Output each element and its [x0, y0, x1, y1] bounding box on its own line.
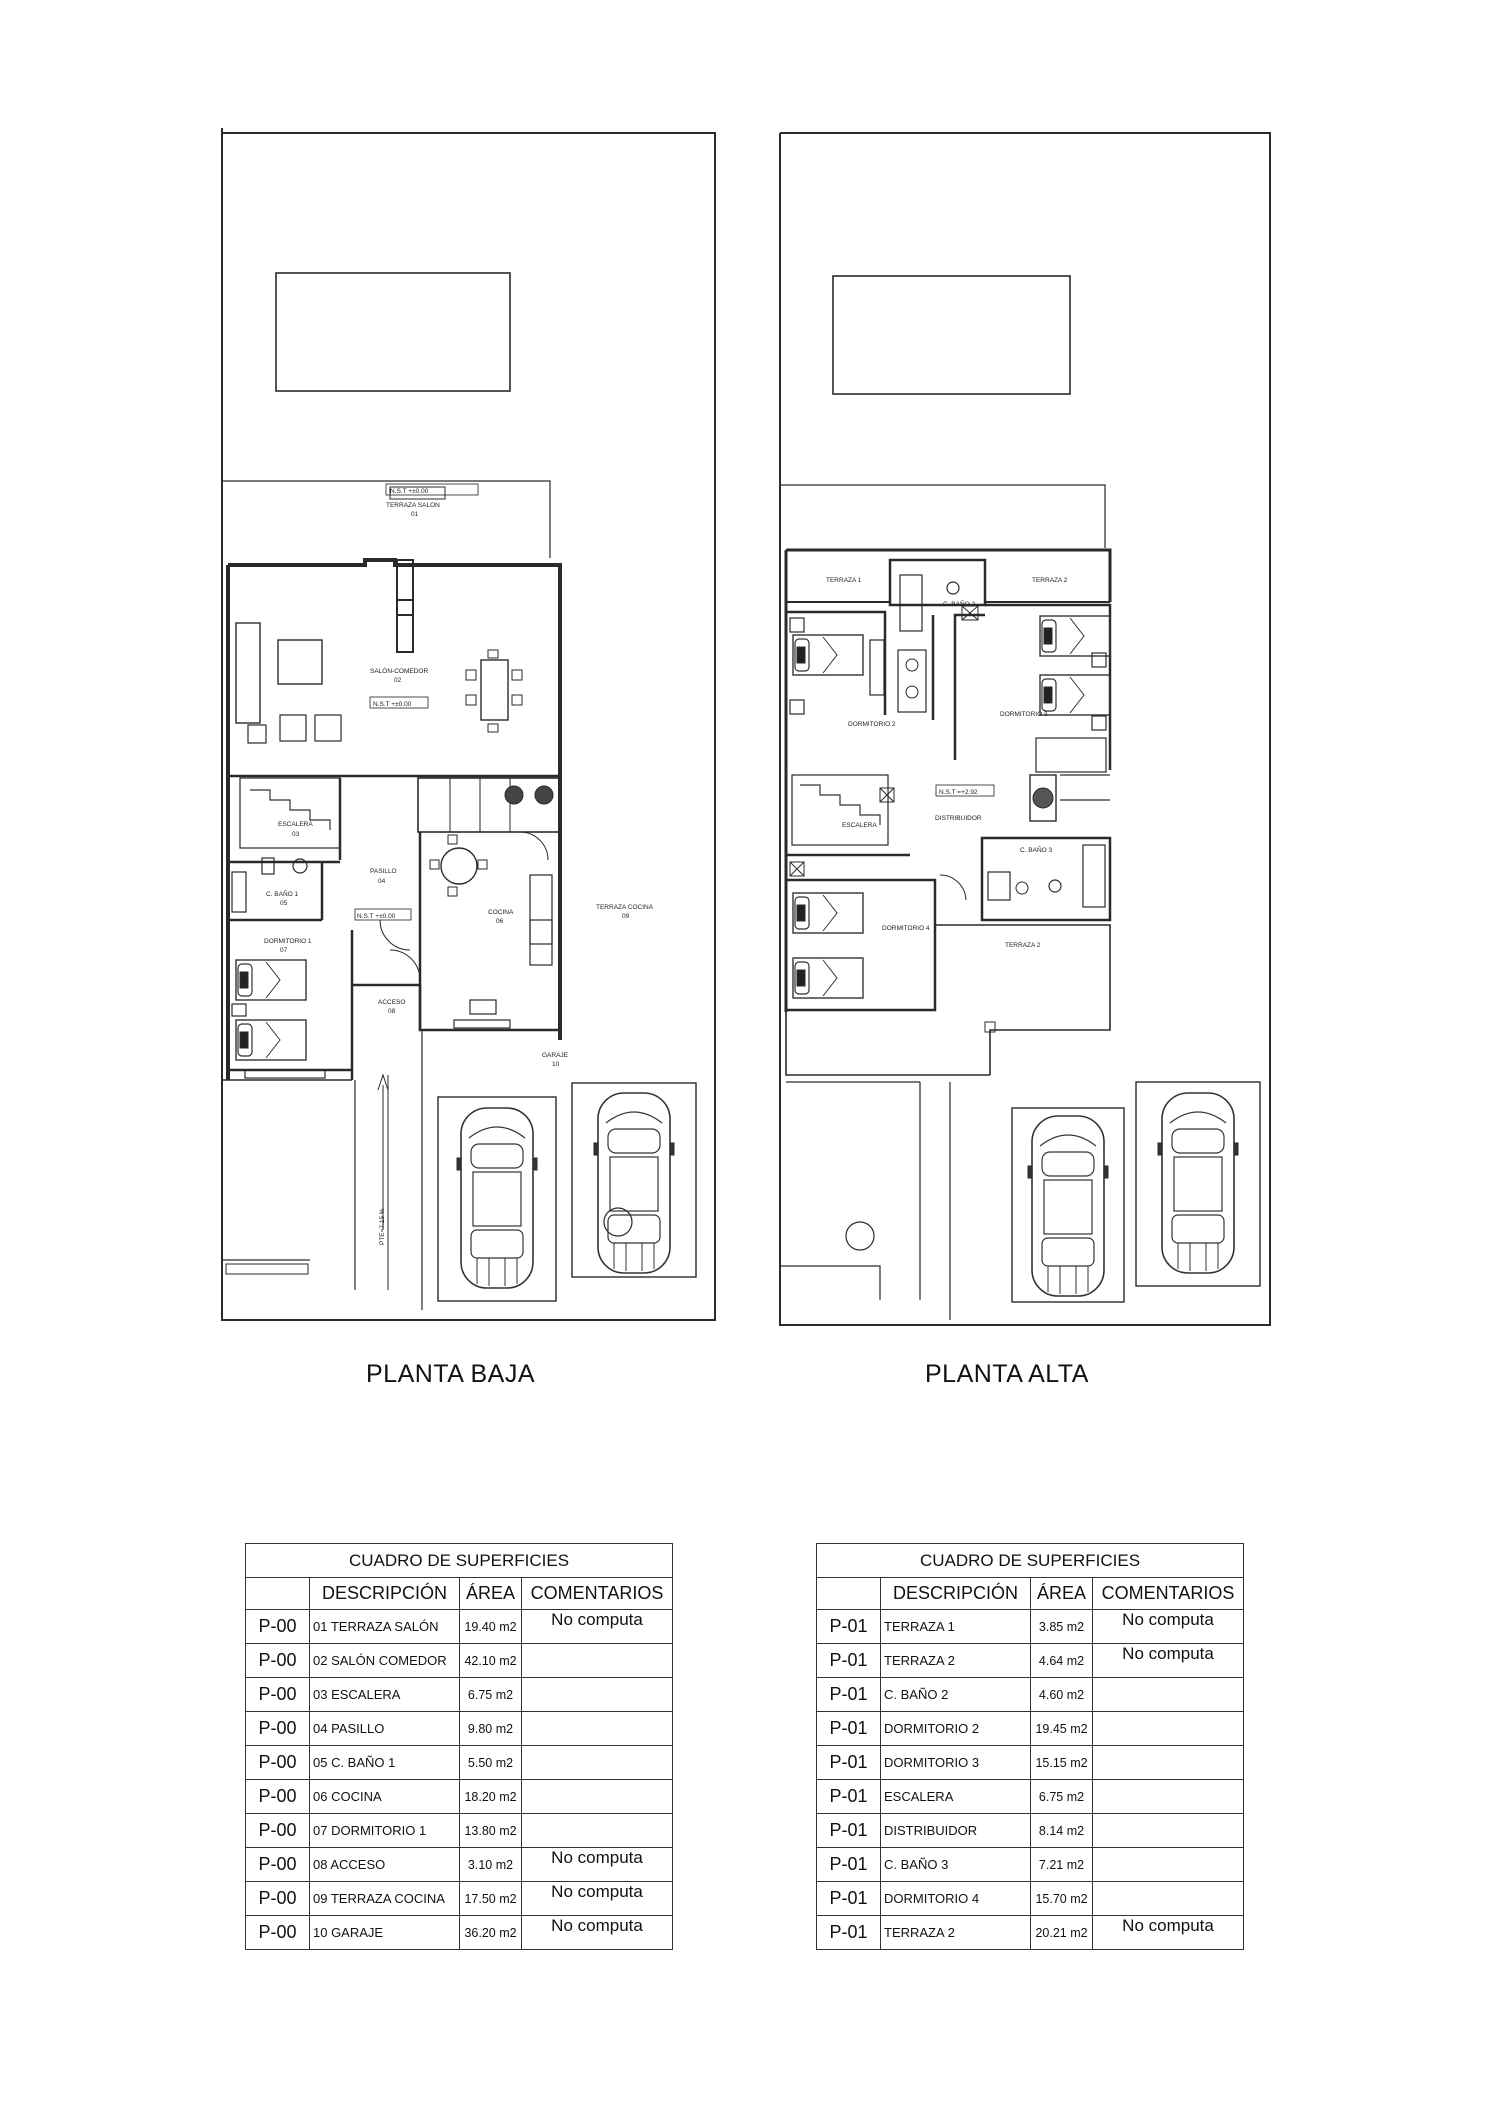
table-row: [817, 1712, 1244, 1746]
row-comment: [522, 1678, 673, 1712]
svg-text:09: 09: [622, 913, 630, 920]
row-comment: [522, 1644, 673, 1678]
row-area: 18.20 m2: [460, 1780, 522, 1814]
row-code: P-01: [817, 1644, 881, 1678]
row-description: ESCALERA: [881, 1780, 1031, 1814]
table-row: [246, 1780, 673, 1814]
nst-label: N.S.T +±0.00: [390, 488, 429, 495]
room-label: TERRAZA SALON: [386, 502, 440, 509]
row-area: 15.15 m2: [1031, 1746, 1093, 1780]
row-area: 9.80 m2: [460, 1712, 522, 1746]
room-label: TERRAZA 2: [1032, 577, 1068, 584]
row-code: P-00: [246, 1814, 310, 1848]
row-code: P-01: [817, 1882, 881, 1916]
cuadro-superficies-planta-alta: [816, 1543, 1244, 1950]
row-code: P-01: [817, 1848, 881, 1882]
row-code: P-00: [246, 1678, 310, 1712]
row-code: P-00: [246, 1916, 310, 1950]
row-comment: [522, 1814, 673, 1848]
table-row: [817, 1610, 1244, 1644]
row-description: DORMITORIO 4: [881, 1882, 1031, 1916]
col-header-area: ÁREA: [1031, 1578, 1093, 1610]
table-row: [817, 1882, 1244, 1916]
table-row: [817, 1916, 1244, 1950]
row-description: 06 COCINA: [310, 1780, 460, 1814]
svg-text:06: 06: [496, 918, 504, 925]
row-description: 03 ESCALERA: [310, 1678, 460, 1712]
table-row: [817, 1780, 1244, 1814]
row-description: 09 TERRAZA COCINA: [310, 1882, 460, 1916]
table-row: [817, 1814, 1244, 1848]
table-row: [246, 1678, 673, 1712]
row-area: 20.21 m2: [1031, 1916, 1093, 1950]
row-area: 19.40 m2: [460, 1610, 522, 1644]
row-area: 4.64 m2: [1031, 1644, 1093, 1678]
row-description: TERRAZA 2: [881, 1916, 1031, 1950]
room-label: TERRAZA 2: [1005, 942, 1041, 949]
room-label: DISTRIBUIDOR: [935, 815, 982, 822]
room-label: C. BAÑO 3: [1020, 847, 1053, 854]
row-area: 13.80 m2: [460, 1814, 522, 1848]
nst-label: N.S.T =+2.92: [939, 789, 978, 796]
planta-alta-plan: [780, 133, 1270, 1325]
row-comment: [1093, 1848, 1244, 1882]
row-code: P-00: [246, 1610, 310, 1644]
table-row: [246, 1916, 673, 1950]
row-area: 3.85 m2: [1031, 1610, 1093, 1644]
room-label: GARAJE: [542, 1052, 569, 1059]
row-area: 5.50 m2: [460, 1746, 522, 1780]
row-area: 3.10 m2: [460, 1848, 522, 1882]
room-label: ACCESO: [378, 999, 406, 1006]
table-row: [817, 1678, 1244, 1712]
svg-text:05: 05: [280, 900, 288, 907]
table-row: [246, 1882, 673, 1916]
row-code: P-01: [817, 1610, 881, 1644]
svg-text:01: 01: [411, 511, 419, 518]
room-label: TERRAZA 1: [826, 577, 862, 584]
row-description: 05 C. BAÑO 1: [310, 1746, 460, 1780]
row-area: 42.10 m2: [460, 1644, 522, 1678]
table-row: [246, 1712, 673, 1746]
room-label: PASILLO: [370, 868, 397, 875]
row-description: DISTRIBUIDOR: [881, 1814, 1031, 1848]
svg-text:03: 03: [292, 831, 300, 838]
row-code: P-01: [817, 1678, 881, 1712]
row-code: P-01: [817, 1746, 881, 1780]
table-row: [817, 1644, 1244, 1678]
row-comment: [522, 1746, 673, 1780]
room-label: SALÓN-COMEDOR: [370, 668, 429, 675]
row-description: 01 TERRAZA SALÓN: [310, 1610, 460, 1644]
cuadro-superficies-planta-baja: [245, 1543, 673, 1950]
col-header-descripcion: DESCRIPCIÓN: [881, 1578, 1031, 1610]
svg-text:10: 10: [552, 1061, 560, 1068]
row-comment: [1093, 1746, 1244, 1780]
planta-baja-caption: PLANTA BAJA: [366, 1360, 535, 1388]
row-comment: No computa: [522, 1610, 673, 1644]
row-code: P-01: [817, 1780, 881, 1814]
col-header-descripcion: DESCRIPCIÓN: [310, 1578, 460, 1610]
row-area: 8.14 m2: [1031, 1814, 1093, 1848]
nst-label: N.S.T +±0.00: [357, 913, 396, 920]
row-code: P-01: [817, 1712, 881, 1746]
planta-alta-caption: PLANTA ALTA: [925, 1360, 1089, 1388]
row-comment: No computa: [1093, 1916, 1244, 1950]
room-label: ESCALERA: [842, 822, 877, 829]
table-row: [246, 1644, 673, 1678]
col-header-comentarios: COMENTARIOS: [522, 1578, 673, 1610]
row-description: TERRAZA 2: [881, 1644, 1031, 1678]
svg-text:02: 02: [394, 677, 402, 684]
ramp-label: PTE=7.15 %: [379, 1208, 386, 1245]
room-label: DORMITORIO 3: [1000, 711, 1048, 718]
table-row: [246, 1814, 673, 1848]
row-code: P-00: [246, 1848, 310, 1882]
row-comment: [1093, 1780, 1244, 1814]
row-comment: [1093, 1678, 1244, 1712]
row-code: P-01: [817, 1814, 881, 1848]
nst-label: N.S.T +±0.00: [373, 701, 412, 708]
row-comment: No computa: [522, 1882, 673, 1916]
row-area: 15.70 m2: [1031, 1882, 1093, 1916]
row-code: P-00: [246, 1712, 310, 1746]
row-area: 6.75 m2: [1031, 1780, 1093, 1814]
row-area: 7.21 m2: [1031, 1848, 1093, 1882]
row-description: 08 ACCESO: [310, 1848, 460, 1882]
row-area: 6.75 m2: [460, 1678, 522, 1712]
row-comment: No computa: [522, 1848, 673, 1882]
row-description: TERRAZA 1: [881, 1610, 1031, 1644]
row-code: P-00: [246, 1644, 310, 1678]
table-title: CUADRO DE SUPERFICIES: [246, 1544, 673, 1578]
row-comment: [1093, 1814, 1244, 1848]
table-row: [817, 1746, 1244, 1780]
row-description: C. BAÑO 2: [881, 1678, 1031, 1712]
room-label: DORMITORIO 1: [264, 938, 312, 945]
table-row: [246, 1746, 673, 1780]
col-header-comentarios: COMENTARIOS: [1093, 1578, 1244, 1610]
svg-text:04: 04: [378, 878, 386, 885]
room-label: ESCALERA: [278, 821, 313, 828]
row-description: DORMITORIO 2: [881, 1712, 1031, 1746]
row-area: 4.60 m2: [1031, 1678, 1093, 1712]
row-comment: [522, 1780, 673, 1814]
planta-baja-plan: [222, 128, 715, 1320]
row-code: P-00: [246, 1746, 310, 1780]
row-description: C. BAÑO 3: [881, 1848, 1031, 1882]
room-label: DORMITORIO 4: [882, 925, 930, 932]
row-area: 17.50 m2: [460, 1882, 522, 1916]
room-label: C. BAÑO 1: [266, 891, 299, 898]
row-comment: No computa: [522, 1916, 673, 1950]
row-comment: [1093, 1882, 1244, 1916]
room-label: TERRAZA COCINA: [596, 904, 654, 911]
svg-text:07: 07: [280, 947, 288, 954]
row-comment: No computa: [1093, 1644, 1244, 1678]
row-comment: No computa: [1093, 1610, 1244, 1644]
row-area: 19.45 m2: [1031, 1712, 1093, 1746]
svg-text:08: 08: [388, 1008, 396, 1015]
col-header-area: ÁREA: [460, 1578, 522, 1610]
room-label: COCINA: [488, 909, 514, 916]
table-row: [246, 1610, 673, 1644]
row-comment: [1093, 1712, 1244, 1746]
row-code: P-00: [246, 1882, 310, 1916]
row-code: P-01: [817, 1916, 881, 1950]
row-description: 02 SALÓN COMEDOR: [310, 1644, 460, 1678]
row-description: DORMITORIO 3: [881, 1746, 1031, 1780]
row-code: P-00: [246, 1780, 310, 1814]
table-title: CUADRO DE SUPERFICIES: [817, 1544, 1244, 1578]
row-comment: [522, 1712, 673, 1746]
row-area: 36.20 m2: [460, 1916, 522, 1950]
row-description: 07 DORMITORIO 1: [310, 1814, 460, 1848]
room-label: C. BAÑO 2: [943, 601, 976, 608]
row-description: 04 PASILLO: [310, 1712, 460, 1746]
table-row: [246, 1848, 673, 1882]
table-row: [817, 1848, 1244, 1882]
row-description: 10 GARAJE: [310, 1916, 460, 1950]
room-label: DORMITORIO 2: [848, 721, 896, 728]
